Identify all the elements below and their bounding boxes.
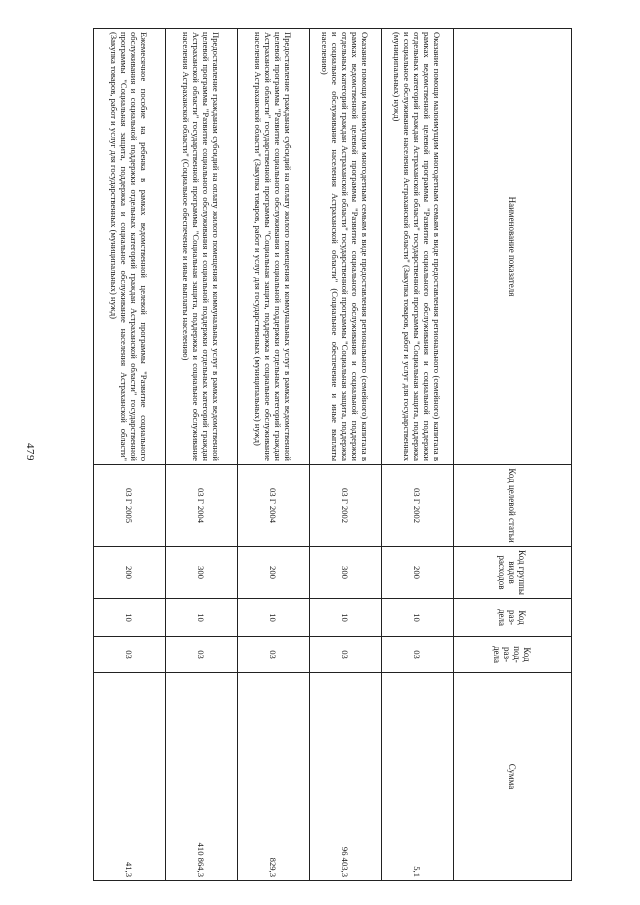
table-row [382, 29, 454, 881]
row-name: Ежемесячное пособие на ребенка в рамках ведомственной целевой программы "Развитие социального обслуживания и социальной поддержки отдельных категорий граждан Астраханской области" государственной программы "Социальная защита, поддержка и социальное обслуживание населения Астраханской области" (Закупка товаров, работ и услуг для государственных (муниципальных) нужд) [94, 29, 166, 465]
row-section: 10 [382, 599, 454, 637]
budget-table [93, 28, 572, 881]
row-group: 200 [94, 547, 166, 599]
row-section: 10 [238, 599, 310, 637]
row-name: Оказание помощи малоимущим многодетным семьям в виде предоставления регионального (семейного) капитала в рамках ведомственной целевой программы "Развитие социального обслуживания и социальной поддержки отдельных категорий граждан Астраханской области" государственной программы "Социальная защита, поддержка и социальное обслуживание населения Астраханской области" (Закупка товаров, работ и услуг для государственных (муниципальных) нужд) [382, 29, 454, 465]
header-sum: Сумма [454, 673, 572, 881]
row-article: 03 Г 2004 [166, 465, 238, 547]
row-name: Предоставление гражданам субсидий на оплату жилого помещения и коммунальных услуг в рамках ведомственной целевой программы "Развитие социального обслуживания и социальной поддержки отдельных категорий граждан Астраханской области" государственной программы "Социальная защита, поддержка и социальное обслуживание населения Астраханской области" (Социальное обеспечение и иные выплаты населению) [166, 29, 238, 465]
row-sum: 5,1 [382, 673, 454, 881]
table-row [166, 29, 238, 881]
row-subsection: 03 [382, 637, 454, 673]
budget-table-wrapper [72, 28, 572, 880]
row-article: 03 Г 2002 [310, 465, 382, 547]
row-name: Предоставление гражданам субсидий на оплату жилого помещения и коммунальных услуг в рамках ведомственной целевой программы "Развитие социального обслуживания и социальной поддержки отдельных категорий граждан Астраханской области" государственной программы "Социальная защита, поддержка и социальное обслуживание населения Астраханской области" (Закупка товаров, работ и услуг для государственных (муниципальных) нужд) [238, 29, 310, 465]
row-article: 03 Г 2005 [94, 465, 166, 547]
row-subsection: 03 [238, 637, 310, 673]
row-group: 300 [166, 547, 238, 599]
row-section: 10 [94, 599, 166, 637]
header-subsection: Код под-раз-дела [454, 637, 572, 673]
row-name: Оказание помощи малоимущим многодетным семьям в виде предоставления регионального (семейного) капитала в рамках ведомственной целевой программы "Развитие социального обслуживания и социальной поддержки отдельных категорий граждан Астраханской области" государственной программы "Социальная защита, поддержка и социальное обслуживание населения Астраханской области" (Социальное обеспечение и иные выплаты населению) [310, 29, 382, 465]
table-row [94, 29, 166, 881]
row-sum: 410 864,3 [166, 673, 238, 881]
row-sum: 96 403,3 [310, 673, 382, 881]
row-group: 300 [310, 547, 382, 599]
table-row [238, 29, 310, 881]
page-number: 479 [24, 443, 36, 461]
row-group: 200 [382, 547, 454, 599]
header-group: Код группы видов расходов [454, 547, 572, 599]
row-subsection: 03 [166, 637, 238, 673]
row-sum: 41,3 [94, 673, 166, 881]
row-article: 03 Г 2002 [382, 465, 454, 547]
row-article: 03 Г 2004 [238, 465, 310, 547]
header-name: Наименование показателя [454, 29, 572, 465]
row-sum: 829,3 [238, 673, 310, 881]
row-section: 10 [310, 599, 382, 637]
row-group: 200 [238, 547, 310, 599]
header-article: Код целевой статьи [454, 465, 572, 547]
row-subsection: 03 [310, 637, 382, 673]
row-subsection: 03 [94, 637, 166, 673]
row-section: 10 [166, 599, 238, 637]
table-header-row [454, 29, 572, 881]
header-section: Код раз-дела [454, 599, 572, 637]
table-row [310, 29, 382, 881]
